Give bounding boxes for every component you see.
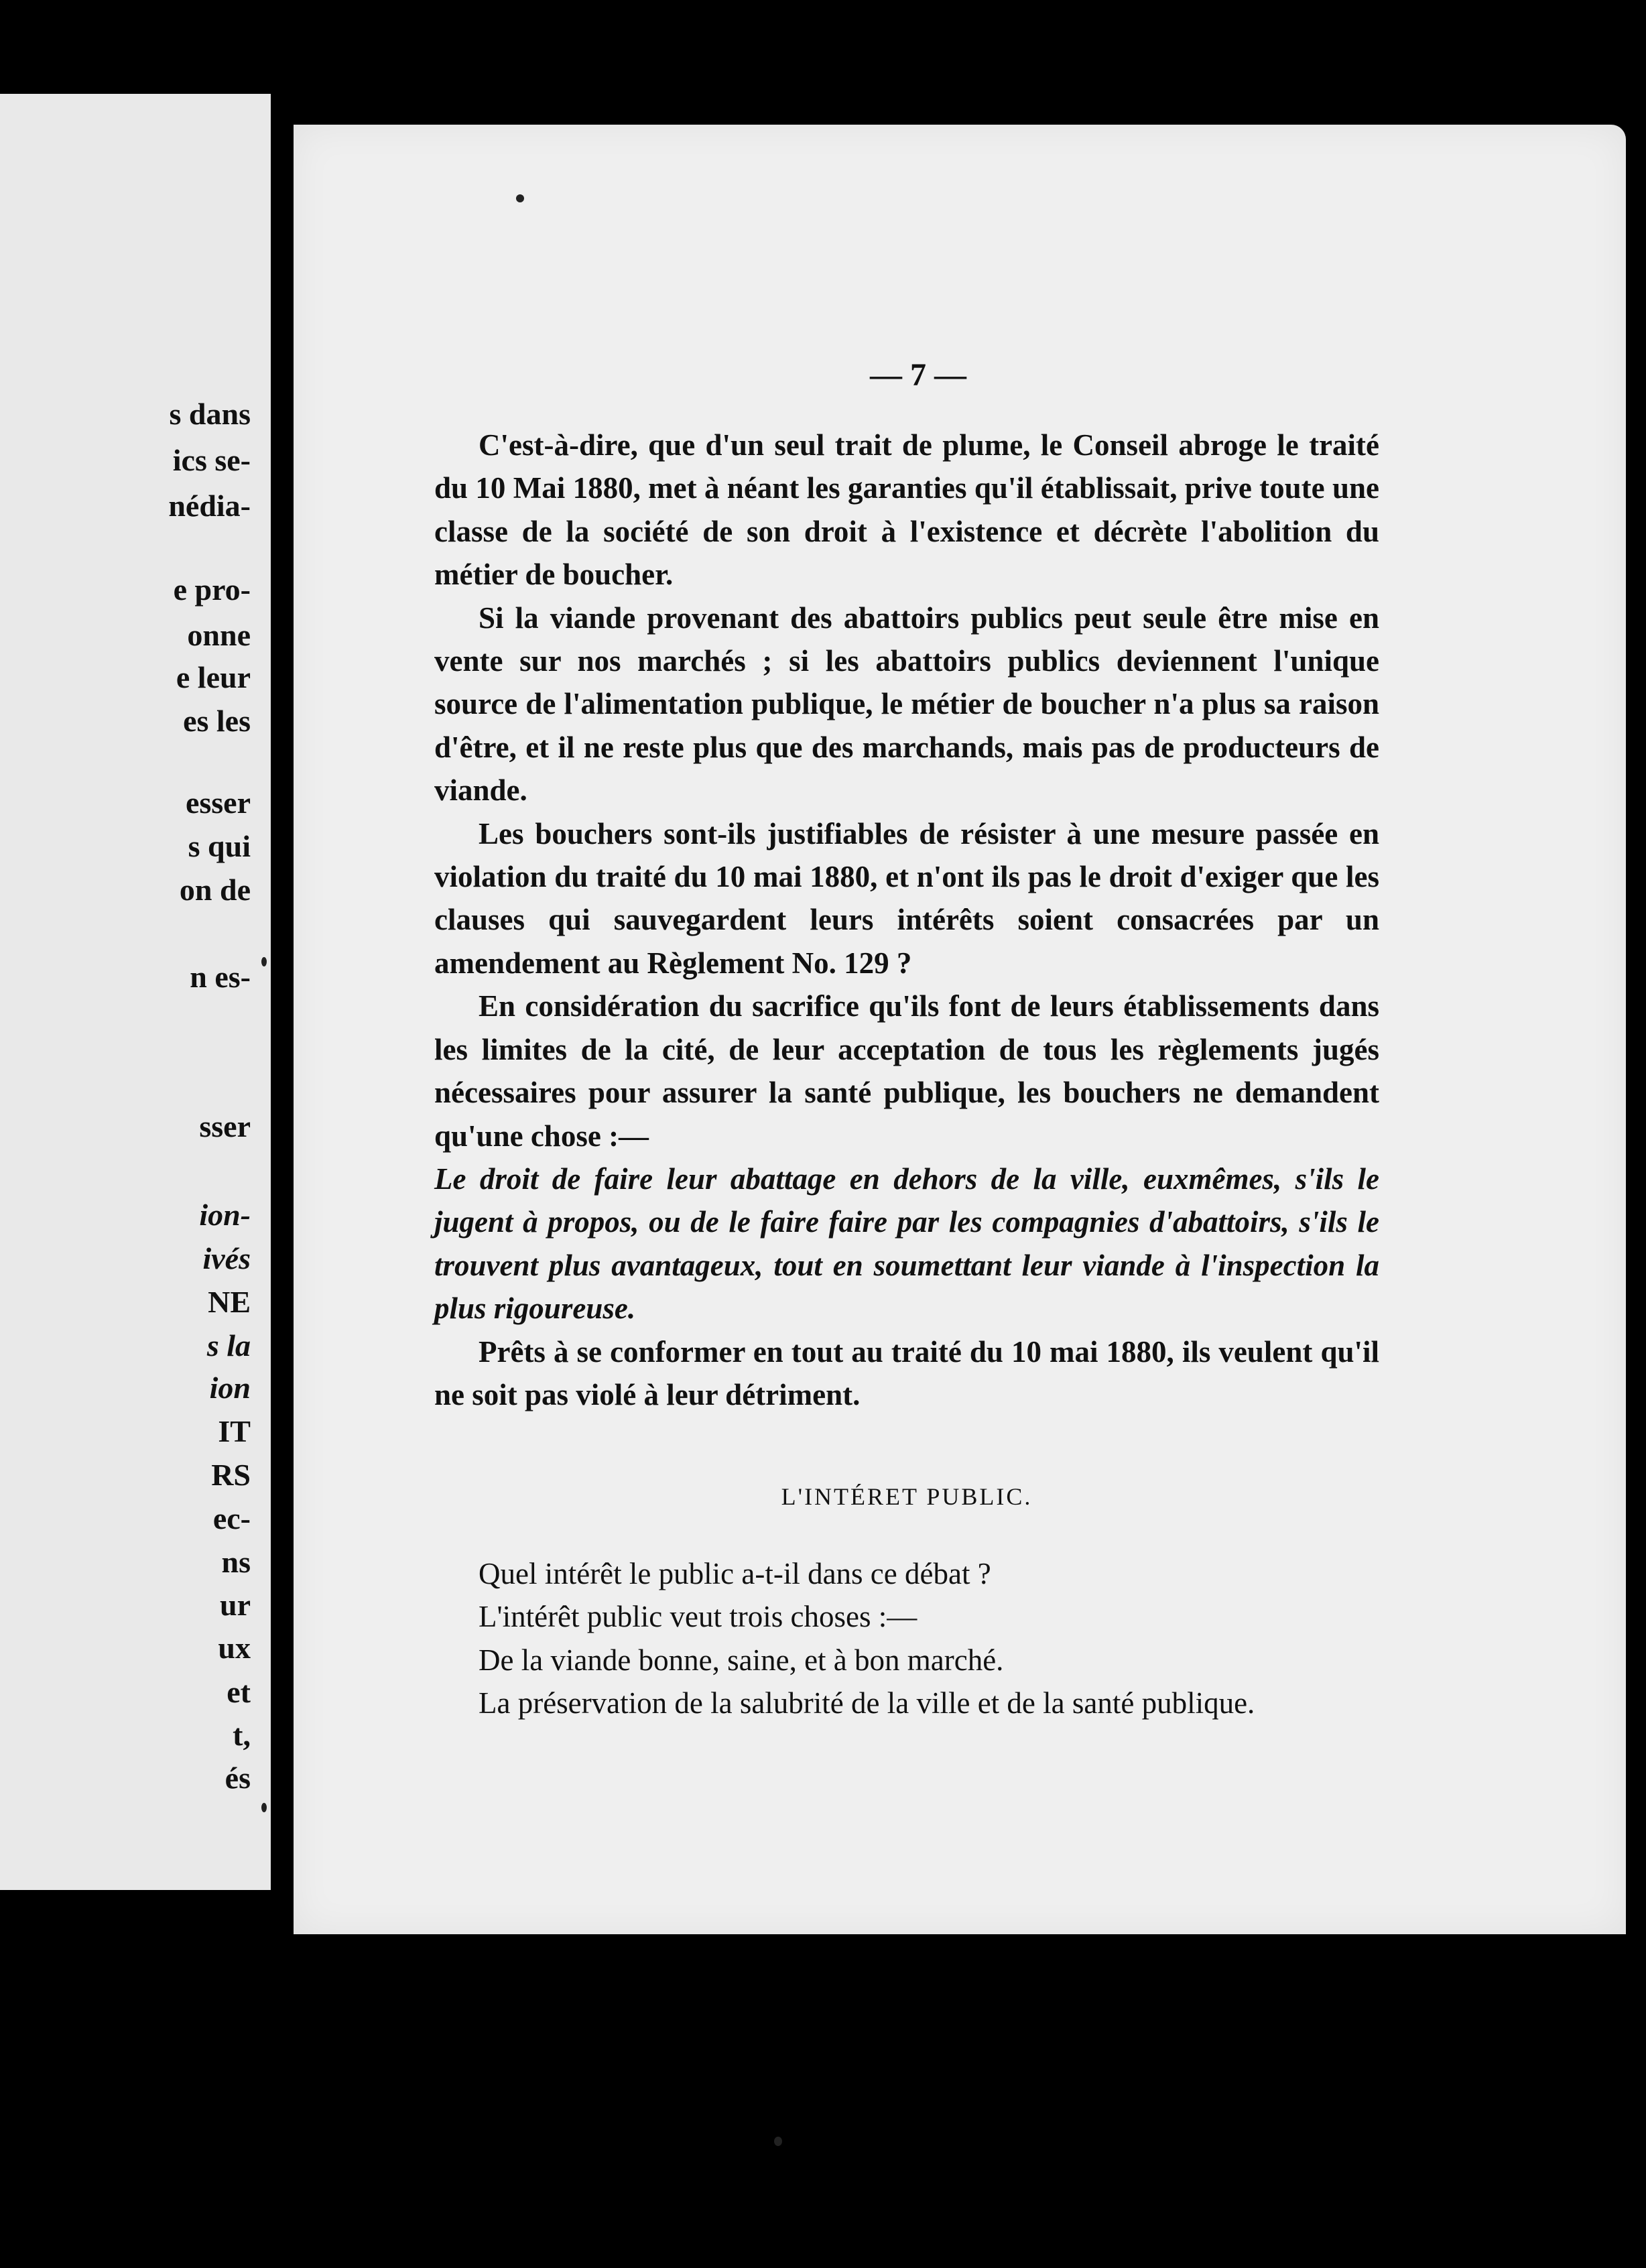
scan-speck: [516, 194, 524, 202]
book-gutter: [271, 94, 294, 2268]
left-fragment: sser: [199, 1109, 251, 1143]
scan-speck: [261, 957, 267, 966]
section-line: La préservation de la salubrité de la ville et de la santé publique.: [479, 1686, 1255, 1720]
paragraph: C'est-à-dire, que d'un seul trait de plume, le Conseil abroge le traité du 10 Mai 1880, met à néant les garanties qu'il établissait, prive toute une classe de la société de son droit à l'existence et décrète l'abolition du métier de boucher.: [434, 428, 1379, 592]
left-fragment: ics se-: [172, 443, 251, 477]
left-fragment: ur: [220, 1588, 251, 1622]
scan-speck: [774, 2137, 782, 2146]
left-fragment: ion: [209, 1371, 251, 1405]
left-fragment: s dans: [169, 397, 251, 431]
left-facing-page: [0, 94, 271, 1890]
scan-speck: [261, 1803, 267, 1812]
paragraph: En considération du sacrifice qu'ils font de leurs établissements dans les limites de la cité, de leur acceptation de tous les règlements jugés nécessaires pour assurer la santé publique, les bouchers ne demandent qu'une chose :—: [434, 989, 1379, 1153]
left-fragment: ns: [221, 1545, 251, 1579]
section-heading: L'INTÉRET PUBLIC.: [781, 1483, 1033, 1511]
left-fragment: RS: [211, 1458, 251, 1492]
section-line: Quel intérêt le public a-t-il dans ce débat ?: [479, 1556, 991, 1590]
paragraph: Les bouchers sont-ils justifiables de résister à une mesure passée en violation du traité du 10 mai 1880, et n'ont ils pas le droit d'exiger que les clauses qui sauvegardent leurs intérêts soient consacrées par un amendement au Règlement No. 129 ?: [434, 816, 1379, 980]
left-fragment: es les: [183, 704, 251, 738]
left-fragment: ec-: [212, 1501, 251, 1535]
left-fragment: ux: [218, 1631, 251, 1665]
italic-clause: Le droit de faire leur abattage en dehors de la ville, euxmêmes, s'ils le jugent à propos, ou de le faire faire par les compagnies d'abattoirs, s'ils le trouvent plus avantageux, tout en soumettant leur viande à l'inspection la plus rigoureuse.: [434, 1161, 1379, 1326]
left-fragment: t,: [233, 1718, 251, 1752]
left-fragment: és: [225, 1761, 251, 1795]
paragraph: Si la viande provenant des abattoirs publics peut seule être mise en vente sur nos marchés ; si les abattoirs publics deviennent l'unique source de l'alimentation publique, le métier de boucher n'a plus sa raison d'être, et il ne reste plus que des marchands, mais pas de producteurs de viande.: [434, 601, 1379, 808]
left-fragment: s la: [206, 1328, 251, 1363]
left-fragment: onne: [187, 618, 251, 652]
left-fragment: on de: [179, 873, 251, 907]
section-line: De la viande bonne, saine, et à bon marché.: [479, 1643, 1004, 1677]
left-fragment: et: [227, 1675, 251, 1709]
left-fragment: e pro-: [173, 572, 251, 607]
body-text: [434, 424, 1379, 1724]
page-number: — 7 —: [870, 357, 966, 393]
left-fragment: IT: [218, 1414, 251, 1448]
left-fragment: esser: [185, 785, 251, 820]
closing-paragraph: Prêts à se conformer en tout au traité du 10 mai 1880, ils veulent qu'il ne soit pas violé à leur détriment.: [434, 1334, 1379, 1411]
section-line: L'intérêt public veut trois choses :—: [479, 1600, 917, 1634]
left-fragment: nédia-: [168, 489, 251, 523]
left-fragment: NE: [208, 1285, 251, 1319]
left-fragment: e leur: [176, 660, 251, 694]
left-fragment: s qui: [188, 829, 251, 863]
left-fragment: n es-: [190, 960, 251, 994]
left-fragment: ivés: [202, 1241, 251, 1275]
left-fragment: ion-: [199, 1198, 251, 1232]
